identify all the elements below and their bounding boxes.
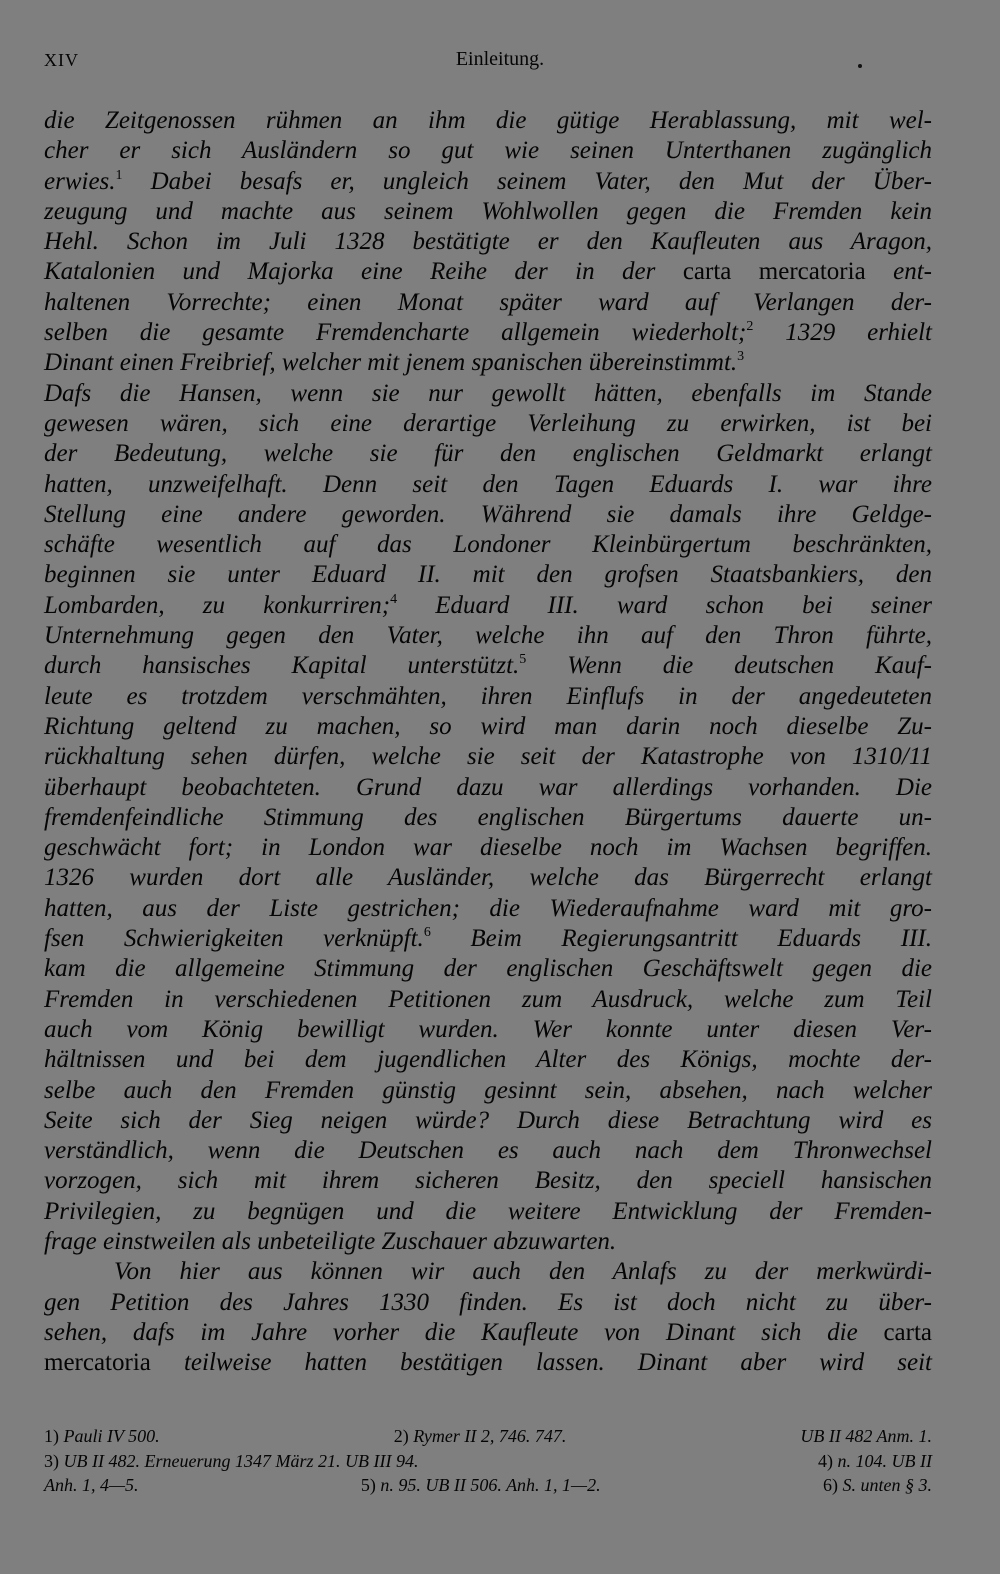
text-run: auch vom König bewilligt wurden. Wer konnte unter diesen Ver-	[44, 1015, 932, 1043]
text-run: Richtung geltend zu machen, so wird man darin noch dieselbe Zu-	[44, 712, 932, 740]
text-run: teilweise hatten bestätigen lassen. Dinant aber wird seit	[150, 1349, 932, 1377]
text-run: fremdenfeindliche Stimmung des englischen Bürgertums dauerte un-	[44, 803, 932, 831]
footnote-text: n. 104. UB II	[837, 1450, 932, 1471]
text-line	[44, 439, 932, 469]
ink-speck	[858, 64, 862, 68]
footnote-number: 4)	[818, 1450, 838, 1471]
text-run: Von hier aus können wir auch den Anlafs zu der merkwürdi-	[114, 1258, 932, 1286]
footnote-line	[44, 1449, 932, 1474]
text-line	[44, 1166, 932, 1196]
footnote-text: Rymer II 2, 746. 747.	[413, 1426, 567, 1446]
footnotes	[44, 1424, 932, 1498]
text-run: Hehl. Schon im Juli 1328 bestätigte er den Kaufleuten aus Aragon,	[44, 228, 932, 256]
text-line	[44, 1348, 932, 1378]
footnote-text: S. unten § 3.	[842, 1475, 932, 1495]
text-line	[44, 136, 932, 166]
text-run: erwies.	[44, 167, 116, 195]
text-run: gen Petition des Jahres 1330 finden. Es ist doch nicht zu über-	[44, 1288, 932, 1316]
text-run: vorzogen, sich mit ihrem sicheren Besitz, den speciell hansischen	[44, 1167, 932, 1195]
text-line	[44, 651, 932, 681]
body-text	[44, 106, 932, 1378]
page-number: XIV	[44, 50, 79, 70]
text-run: überhaupt beobachteten. Grund dazu war allerdings vorhanden. Die	[44, 773, 932, 801]
footnote-marker: 4	[390, 591, 398, 607]
footnote-text: Anh. 1, 4—5.	[44, 1475, 139, 1495]
footnote-text: UB II 482 Anm. 1.	[800, 1426, 932, 1446]
text-line	[44, 379, 932, 409]
footnote-number: 5)	[360, 1475, 381, 1495]
upright-term: mercatoria	[44, 1349, 151, 1377]
footnote-entry	[44, 1449, 418, 1474]
text-run: frage einstweilen als unbeteiligte Zuschauer abzuwarten.	[44, 1227, 617, 1255]
footnote-marker: 2	[746, 319, 754, 335]
footnote-number: 6)	[822, 1475, 843, 1495]
text-line	[44, 591, 932, 621]
text-line	[44, 318, 932, 348]
text-run: rückhaltung sehen dürfen, welche sie seit der Katastrophe von 1310/11	[44, 743, 932, 771]
footnote-entry	[394, 1424, 567, 1449]
footnote-number: 3)	[44, 1450, 64, 1471]
text-line	[44, 863, 932, 893]
text-line	[44, 803, 932, 833]
text-run: beginnen sie unter Eduard II. mit den grofsen Staatsbankiers, den	[44, 561, 932, 589]
footnote-number: 1)	[44, 1426, 64, 1446]
text-line	[44, 954, 932, 984]
footnote-text: n. 95. UB II 506. Anh. 1, 1—2.	[380, 1475, 601, 1495]
text-line	[44, 894, 932, 924]
footnote-text: UB II 482. Erneuerung 1347 März 21. UB III 94.	[63, 1450, 419, 1471]
text-run: Privilegien, zu begnügen und die weitere Entwicklung der Fremden-	[44, 1197, 932, 1225]
text-run: leute es trotzdem verschmähten, ihren Einflufs in der angedeuteten	[44, 682, 932, 710]
footnote-marker: 3	[737, 349, 745, 365]
text-run: Fremden in verschiedenen Petitionen zum Ausdruck, welche zum Teil	[44, 985, 932, 1013]
text-line	[44, 288, 932, 318]
text-run: cher er sich Ausländern so gut wie seinen Unterthanen zugänglich	[44, 137, 932, 165]
text-run: selbe auch den Fremden günstig gesinnt sein, absehen, nach welcher	[44, 1076, 932, 1104]
footnote-entry	[44, 1473, 139, 1498]
text-run: der Bedeutung, welche sie für den englischen Geldmarkt erlangt	[44, 440, 932, 468]
text-run: hatten, unzweifelhaft. Denn seit den Tagen Eduards I. war ihre	[44, 470, 932, 498]
footnote-number: 2)	[393, 1426, 414, 1446]
upright-term: carta	[883, 1318, 932, 1346]
text-line	[44, 470, 932, 500]
text-run: Eduard III. ward schon bei seiner	[397, 591, 932, 619]
text-run: Lombarden, zu konkurriren;	[44, 591, 391, 619]
text-run: Dafs die Hansen, wenn sie nur gewollt hätten, ebenfalls im Stande	[44, 379, 932, 407]
text-line	[44, 560, 932, 590]
text-line	[44, 1076, 932, 1106]
footnote-marker: 1	[115, 167, 123, 183]
footnote-marker: 6	[423, 925, 431, 941]
text-line	[44, 500, 932, 530]
text-run: haltenen Vorrechte; einen Monat später ward auf Verlangen der-	[44, 288, 932, 316]
text-run: Seite sich der Sieg neigen würde? Durch diese Betrachtung wird es	[44, 1106, 932, 1134]
text-run: durch hansisches Kapital unterstützt.	[44, 652, 520, 680]
text-line	[44, 1288, 932, 1318]
text-run: verständlich, wenn die Deutschen es auch nach dem Thronwechsel	[44, 1137, 932, 1165]
text-run: zeugung und machte aus seinem Wohlwollen gegen die Fremden kein	[44, 197, 932, 225]
footnote-text: Pauli IV 500.	[63, 1426, 160, 1446]
text-line	[44, 924, 932, 954]
footnote-entry	[818, 1449, 932, 1474]
footnote-line	[44, 1473, 932, 1498]
text-line	[44, 227, 932, 257]
text-line	[44, 1136, 932, 1166]
text-line	[44, 1257, 932, 1287]
text-run: hältnissen und bei dem jugendlichen Alter des Königs, mochte der-	[44, 1046, 932, 1074]
text-line	[44, 773, 932, 803]
text-line	[44, 1015, 932, 1045]
text-run: Unternehmung gegen den Vater, welche ihn auf den Thron führte,	[44, 622, 932, 650]
text-line	[44, 621, 932, 651]
text-run: die Zeitgenossen rühmen an ihm die gütige Herablassung, mit wel-	[44, 107, 932, 134]
text-run: geschwächt fort; in London war dieselbe noch im Wachsen begriffen.	[44, 834, 932, 862]
footnote-entry	[823, 1473, 932, 1498]
text-run: schäfte wesentlich auf das Londoner Kleinbürgertum beschränkten,	[44, 531, 932, 559]
text-run: sehen, dafs im Jahre vorher die Kaufleute von Dinant sich die	[44, 1318, 884, 1346]
text-run: Dinant einen Freibrief, welcher mit jenem spanischen übereinstimmt.	[44, 349, 738, 377]
text-line	[44, 742, 932, 772]
footnote-entry	[361, 1473, 601, 1498]
text-run: 1326 wurden dort alle Ausländer, welche das Bürgerrecht erlangt	[44, 864, 932, 892]
text-run: fsen Schwierigkeiten verknüpft.	[44, 925, 424, 953]
text-run: selben die gesamte Fremdencharte allgemein wiederholt;	[44, 319, 747, 347]
text-line	[44, 197, 932, 227]
text-line	[44, 1197, 932, 1227]
text-line	[44, 257, 932, 287]
text-line	[44, 167, 932, 197]
text-line	[44, 682, 932, 712]
text-run: Katalonien und Majorka eine Reihe der in der	[44, 258, 683, 286]
text-line	[44, 409, 932, 439]
footnote-marker: 5	[519, 652, 527, 668]
text-line	[44, 348, 932, 378]
text-line	[44, 106, 932, 136]
text-line	[44, 1318, 932, 1348]
text-line	[44, 985, 932, 1015]
upright-term: carta mercatoria	[682, 258, 866, 286]
text-line	[44, 712, 932, 742]
text-line	[44, 1227, 932, 1257]
text-run: hatten, aus der Liste gestrichen; die Wiederaufnahme ward mit gro-	[44, 894, 932, 922]
text-run: Dabei besafs er, ungleich seinem Vater, den Mut der Über-	[122, 167, 932, 195]
text-run: Stellung eine andere geworden. Während sie damals ihre Geldge-	[44, 500, 932, 528]
running-head: Einleitung.	[455, 48, 545, 70]
footnote-line	[44, 1424, 932, 1449]
text-run: Beim Regierungsantritt Eduards III.	[430, 925, 932, 953]
text-line	[44, 833, 932, 863]
text-run: ent-	[865, 258, 932, 286]
text-line	[44, 1045, 932, 1075]
text-run: Wenn die deutschen Kauf-	[526, 652, 932, 680]
text-run: 1329 erhielt	[753, 319, 932, 347]
footnote-entry	[800, 1424, 932, 1449]
text-line	[44, 1106, 932, 1136]
footnote-entry	[44, 1424, 160, 1449]
text-run: gewesen wären, sich eine derartige Verleihung zu erwirken, ist bei	[44, 409, 932, 437]
text-line	[44, 530, 932, 560]
text-run: kam die allgemeine Stimmung der englischen Geschäftswelt gegen die	[44, 955, 932, 983]
